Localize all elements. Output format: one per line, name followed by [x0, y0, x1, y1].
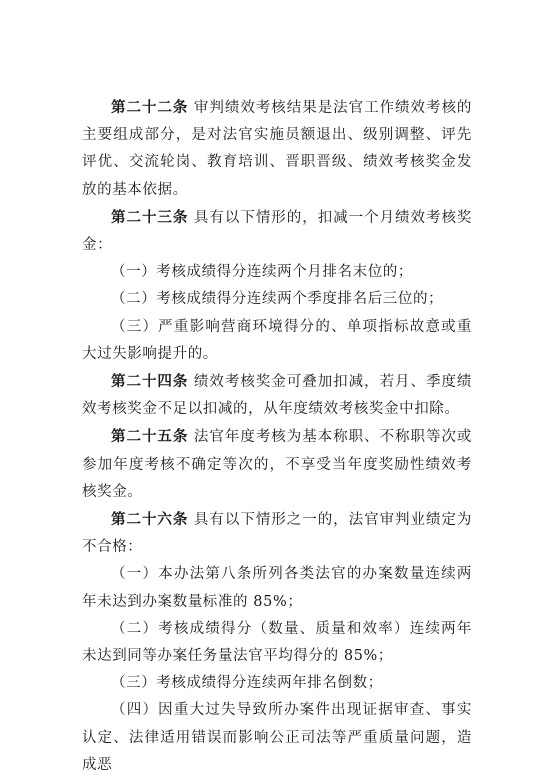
list-item-text: （一）本办法第八条所列各类法官的办案数量连续两年未达到办案数量标准的 85%；	[82, 566, 472, 610]
article-text: 审判绩效考核结果是法官工作绩效考核的主要组成部分，是对法官实施员额退出、级别调整、评先评优、交流轮岗、教育培训、晋职晋级、绩效考核奖金发放的基本依据。	[82, 100, 473, 198]
article-text: 具有以下情形的，扣减一个月绩效考核奖金：	[82, 209, 473, 254]
list-item-text: （二）考核成绩得分（数量、质量和效率）连续两年未达到同等办案任务量法官平均得分的 85%；	[82, 620, 472, 665]
article-heading: 第二十二条	[111, 99, 189, 116]
article-text: 绩效考核奖金可叠加扣减，若月、季度绩效考核奖金不足以扣减的，从年度绩效考核奖金中扣除。	[82, 374, 473, 418]
article-heading: 第二十五条	[111, 428, 189, 446]
list-item-text: （一）考核成绩得分连续两个月排名末位的；	[111, 264, 413, 281]
list-item	[82, 314, 472, 368]
article-heading: 第二十六条	[111, 511, 189, 529]
article-heading: 第二十四条	[111, 373, 189, 391]
list-item	[82, 259, 472, 286]
list-item-text: （四）因重大过失导致所办案件出现证据审查、事实认定、法律适用错误而影响公正司法等严重质量问题，造成恶	[82, 702, 472, 773]
list-item-text: （三）考核成绩得分连续两年排名倒数；	[111, 675, 383, 692]
article-23	[82, 204, 472, 259]
list-item-text: （二）考核成绩得分连续两个季度排名后三位的；	[111, 291, 444, 308]
list-item	[82, 697, 472, 779]
list-item	[82, 561, 472, 615]
list-item	[82, 670, 472, 697]
document-page	[82, 94, 472, 779]
article-text: 法官年度考核为基本称职、不称职等次或参加年度考核不确定等次的，不享受当年度奖励性绩效考核奖金。	[82, 429, 473, 500]
list-item	[82, 286, 472, 313]
list-item	[82, 616, 472, 670]
article-25	[82, 423, 472, 506]
article-text: 具有以下情形之一的，法官审判业绩定为不合格：	[82, 512, 473, 556]
article-26	[82, 506, 472, 561]
article-22	[82, 94, 472, 204]
list-item-text: （三）严重影响营商环境得分的、单项指标故意或重大过失影响提升的。	[82, 318, 472, 362]
article-heading: 第二十三条	[111, 208, 189, 226]
article-24	[82, 368, 472, 423]
